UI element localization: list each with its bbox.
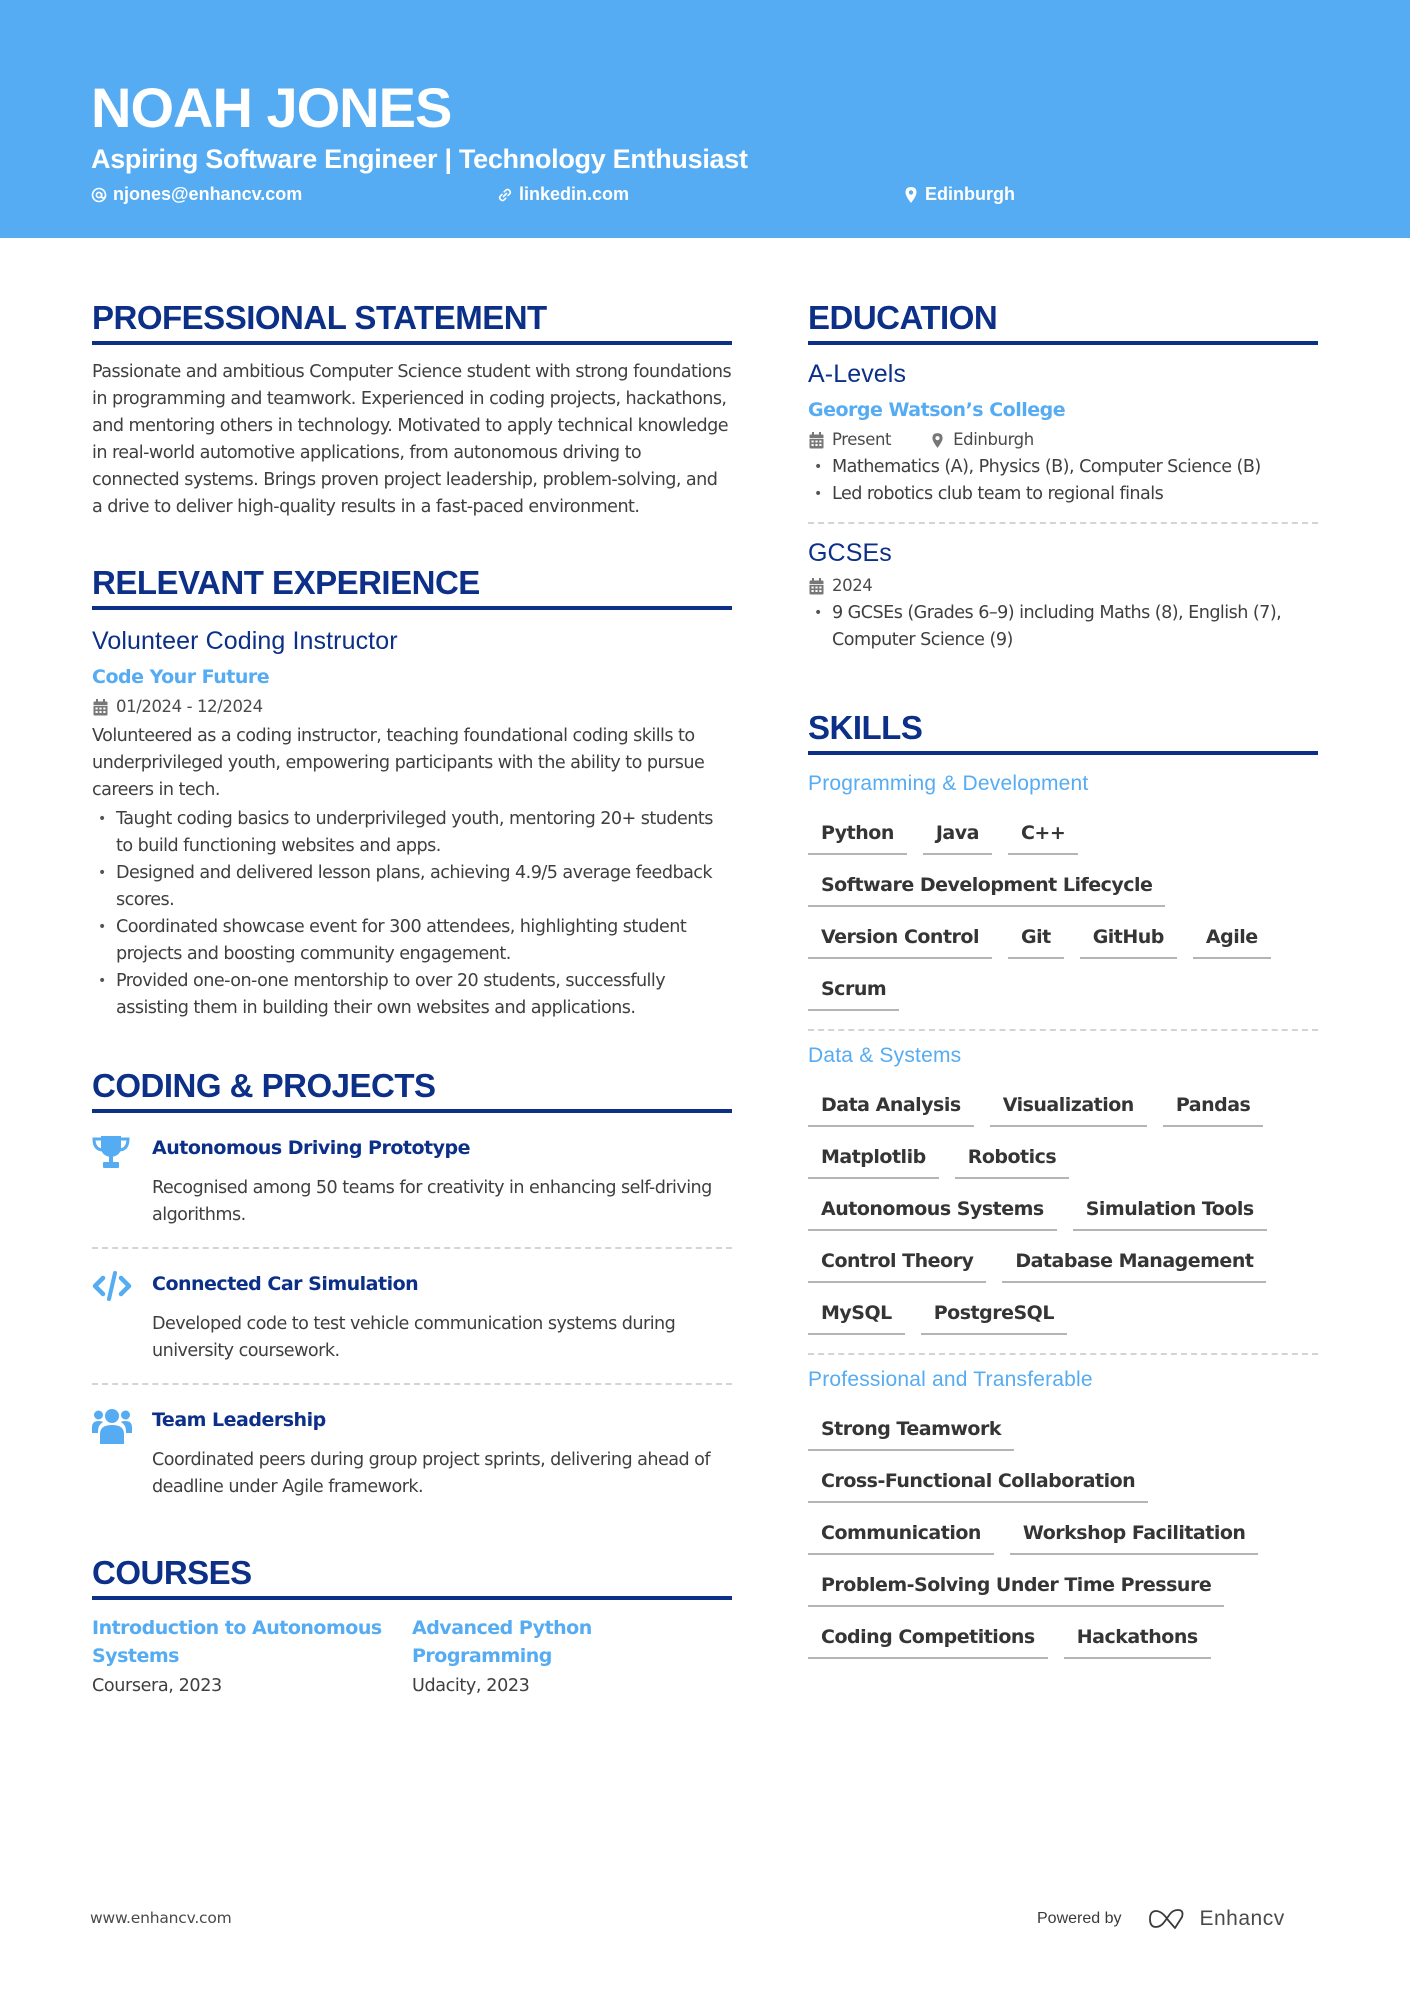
skill-tag: PostgreSQL [921,1301,1067,1335]
skill-tag: Software Development Lifecycle [808,873,1165,907]
education-date: Present [832,430,892,449]
at-icon [91,186,107,204]
section-title: SKILLS [808,708,1318,755]
job-bullet: • Taught coding basics to underprivileged youth, mentoring 20+ students to build functioning websites and apps. [92,806,732,860]
skill-group [808,1353,1318,1677]
location-pin-icon [929,431,945,449]
statement-text: Passionate and ambitious Computer Science student with strong foundations in programming and teamwork. Experienced in coding projects, hackathons, and mentoring others in technology. Motivated to apply technical knowledge in real-world automotive applications, from autonomous driving to connected systems. Brings proven project leadership, problem-solving, and a drive to deliver high-quality results in a fast-paced environment. [92,362,732,517]
course-title: Advanced Python Programming [412,1617,592,1667]
education-school: George Watson’s College [808,399,1066,421]
skill-tag: Version Control [808,925,992,959]
job-bullet: • Coordinated showcase event for 300 attendees, highlighting student projects and boosting community engagement. [92,914,732,968]
powered-by-label: Powered by [1037,1910,1122,1927]
location-pin-icon [903,186,919,204]
skill-tag: Coding Competitions [808,1625,1048,1659]
project-item [92,1249,732,1385]
education-location: Edinburgh [953,430,1034,449]
skill-tag: Database Management [1002,1249,1266,1283]
skill-tags [808,1417,1318,1671]
candidate-title: Aspiring Software Engineer | Technology Enthusiast [91,144,748,174]
skill-tag: Strong Teamwork [808,1417,1014,1451]
job-bullet: • Designed and delivered lesson plans, achieving 4.9/5 average feedback scores. [92,860,732,914]
skill-tag: Hackathons [1064,1625,1211,1659]
project-title: Team Leadership [152,1409,326,1431]
right-column [808,298,1318,1723]
calendar-icon [808,577,824,595]
education-meta [808,428,1318,452]
job-company: Code Your Future [92,666,270,688]
skill-tag: Java [923,821,992,855]
course-item [92,1614,412,1700]
course-provider: Udacity, 2023 [412,1676,530,1696]
skill-tags [808,1093,1318,1347]
education-bullets [808,600,1318,654]
skill-tag: Control Theory [808,1249,986,1283]
project-title: Autonomous Driving Prototype [152,1137,470,1159]
contact-location-text: Edinburgh [925,184,1015,204]
skill-tag: Visualization [990,1093,1147,1127]
project-description: Developed code to test vehicle communication systems during university coursework. [152,1314,676,1361]
skill-tag: Agile [1193,925,1271,959]
skill-tag: Workshop Facilitation [1010,1521,1259,1555]
education-degree: A-Levels [808,360,907,388]
enhancv-logo[interactable] [1148,1907,1285,1931]
education-item [808,357,1318,522]
skill-tags [808,821,1318,1023]
resume-header [0,0,1410,238]
skill-tag: Robotics [955,1145,1070,1179]
enhancv-logo-icon [1148,1907,1188,1931]
job-bullet: • Provided one-on-one mentorship to over 20 students, successfully assisting them in building their own websites and applications. [92,968,732,1022]
contact-linkedin[interactable] [497,184,629,205]
skill-tag: Matplotlib [808,1145,939,1179]
education-bullet: • Mathematics (A), Physics (B), Computer Science (B) [808,454,1318,481]
contact-location [903,184,1015,205]
users-icon [92,1407,152,1501]
skills-section [808,708,1318,1677]
project-title: Connected Car Simulation [152,1273,419,1295]
job-meta [92,695,732,719]
skill-group [808,769,1318,1029]
skill-category: Professional and Transferable [808,1368,1093,1391]
skill-group [808,1029,1318,1353]
skill-tag: Pandas [1163,1093,1264,1127]
powered-by [1037,1907,1285,1931]
contact-linkedin-text: linkedin.com [519,184,630,204]
project-description: Coordinated peers during group project sprints, delivering ahead of deadline under Agile framework. [152,1450,711,1497]
project-description: Recognised among 50 teams for creativity in enhancing self-driving algorithms. [152,1178,712,1225]
course-item [412,1614,732,1700]
skill-tag: Cross-Functional Collaboration [808,1469,1148,1503]
skill-category: Data & Systems [808,1044,962,1067]
education-bullets [808,454,1318,508]
link-icon [497,186,513,204]
job-role: Volunteer Coding Instructor [92,627,398,655]
project-item [92,1385,732,1519]
candidate-name: NOAH JONES [91,76,452,139]
professional-statement-section [92,298,732,521]
footer-url[interactable]: www.enhancv.com [90,1909,232,1927]
skill-tag: Autonomous Systems [808,1197,1057,1231]
skill-tag: Problem-Solving Under Time Pressure [808,1573,1224,1607]
education-bullet: • Led robotics club team to regional finals [808,481,1318,508]
calendar-icon [92,698,108,716]
skill-tag: MySQL [808,1301,905,1335]
calendar-icon [808,431,824,449]
skill-tag: C++ [1008,821,1078,855]
left-column [92,298,732,1746]
education-section [808,298,1318,668]
skill-tag: Simulation Tools [1073,1197,1267,1231]
skill-tag: Python [808,821,907,855]
experience-section [92,563,732,1022]
education-degree: GCSEs [808,539,892,567]
contact-bar [91,184,1331,208]
education-meta [808,574,1318,598]
contact-email-text: njones@enhancv.com [113,184,303,204]
course-provider: Coursera, 2023 [92,1676,222,1696]
skill-tag: Git [1008,925,1064,959]
skill-tag: Communication [808,1521,994,1555]
experience-item [92,624,732,1022]
section-title: RELEVANT EXPERIENCE [92,563,732,610]
trophy-icon [92,1135,152,1229]
section-title: CODING & PROJECTS [92,1066,732,1113]
job-bullets [92,806,732,1022]
enhancv-brand: Enhancv [1199,1907,1285,1930]
job-description: Volunteered as a coding instructor, teaching foundational coding skills to underprivileged youth, empowering participants with the ability to pursue careers in tech. [92,726,705,800]
courses-section [92,1553,732,1700]
skill-tag: GitHub [1080,925,1177,959]
section-title: PROFESSIONAL STATEMENT [92,298,732,345]
section-title: EDUCATION [808,298,1318,345]
course-list [92,1614,732,1700]
section-title: COURSES [92,1553,732,1600]
skill-category: Programming & Development [808,772,1089,795]
course-title: Introduction to Autonomous Systems [92,1617,382,1667]
education-item [808,522,1318,668]
job-dates: 01/2024 - 12/2024 [116,697,263,716]
code-icon [92,1271,152,1365]
projects-section [92,1066,732,1519]
education-bullet: • 9 GCSEs (Grades 6–9) including Maths (8), English (7), Computer Science (9) [808,600,1318,654]
education-date: 2024 [832,576,873,595]
skill-tag: Data Analysis [808,1093,974,1127]
project-item [92,1113,732,1249]
contact-email[interactable] [91,184,302,205]
skill-tag: Scrum [808,977,899,1011]
